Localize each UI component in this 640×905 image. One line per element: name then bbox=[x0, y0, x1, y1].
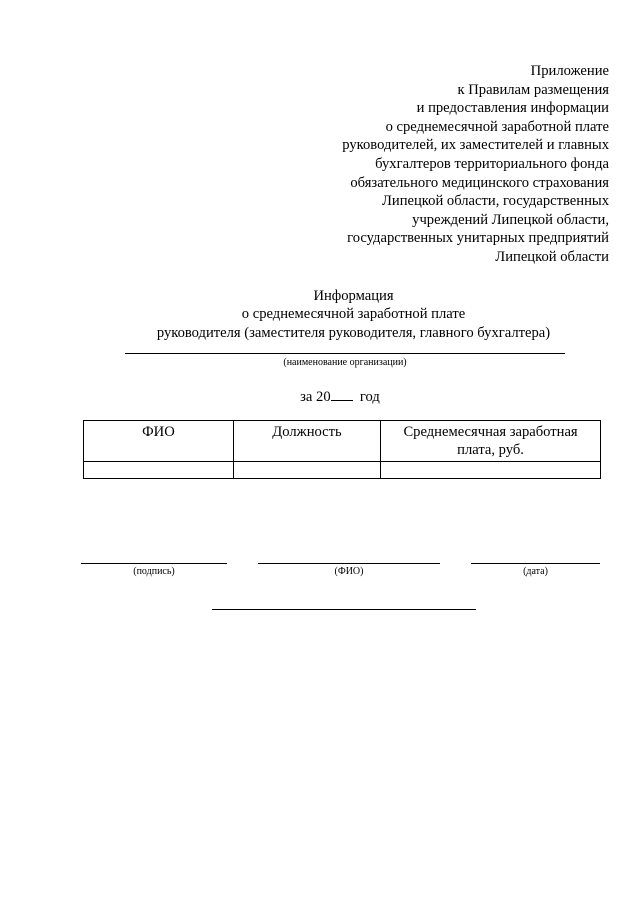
date-line[interactable] bbox=[471, 563, 600, 564]
bottom-divider bbox=[212, 609, 476, 610]
appendix-line: обязательного медицинского страхования bbox=[350, 174, 609, 191]
date-caption: (дата) bbox=[523, 566, 548, 577]
appendix-line: Приложение bbox=[530, 63, 609, 79]
year-line bbox=[0, 388, 640, 406]
appendix-line: к Правилам размещения bbox=[457, 81, 609, 98]
year-suffix: год bbox=[359, 389, 380, 405]
appendix-line: руководителей, их заместителей и главных bbox=[342, 137, 609, 154]
organization-caption: (наименование организации) bbox=[283, 357, 407, 368]
appendix-line: Липецкой области, государственных bbox=[382, 193, 609, 210]
document-title bbox=[0, 287, 640, 342]
header-salary: Среднемесячная заработная плата, руб. bbox=[381, 421, 601, 462]
year-blank-field[interactable] bbox=[331, 388, 353, 401]
title-line-2: о среднемесячной заработной плате bbox=[241, 306, 466, 323]
header-position: Должность bbox=[233, 421, 380, 462]
title-line-3: руководителя (заместителя руководителя, главного бухгалтера) bbox=[156, 324, 551, 341]
appendix-header bbox=[342, 62, 609, 267]
cell-position[interactable] bbox=[233, 462, 380, 479]
appendix-line: о среднемесячной заработной плате bbox=[385, 118, 609, 135]
appendix-line: бухгалтеров территориального фонда bbox=[375, 155, 609, 172]
fio-caption: (ФИО) bbox=[334, 566, 364, 577]
title-line-1: Информация bbox=[313, 288, 394, 304]
signature-caption: (подпись) bbox=[133, 566, 175, 577]
appendix-line: учреждений Липецкой области, bbox=[412, 211, 609, 228]
table-header-row bbox=[84, 421, 601, 462]
salary-table bbox=[83, 420, 601, 479]
cell-fio[interactable] bbox=[84, 462, 234, 479]
appendix-line: государственных унитарных предприятий bbox=[347, 230, 609, 247]
organization-name-field[interactable] bbox=[125, 353, 565, 354]
year-prefix: за 20 bbox=[300, 389, 331, 405]
appendix-line: и предоставления информации bbox=[416, 100, 609, 117]
cell-salary[interactable] bbox=[381, 462, 601, 479]
table-row bbox=[84, 462, 601, 479]
signature-line[interactable] bbox=[81, 563, 227, 564]
fio-line[interactable] bbox=[258, 563, 440, 564]
header-fio: ФИО bbox=[84, 421, 234, 462]
appendix-line: Липецкой области bbox=[495, 248, 609, 265]
